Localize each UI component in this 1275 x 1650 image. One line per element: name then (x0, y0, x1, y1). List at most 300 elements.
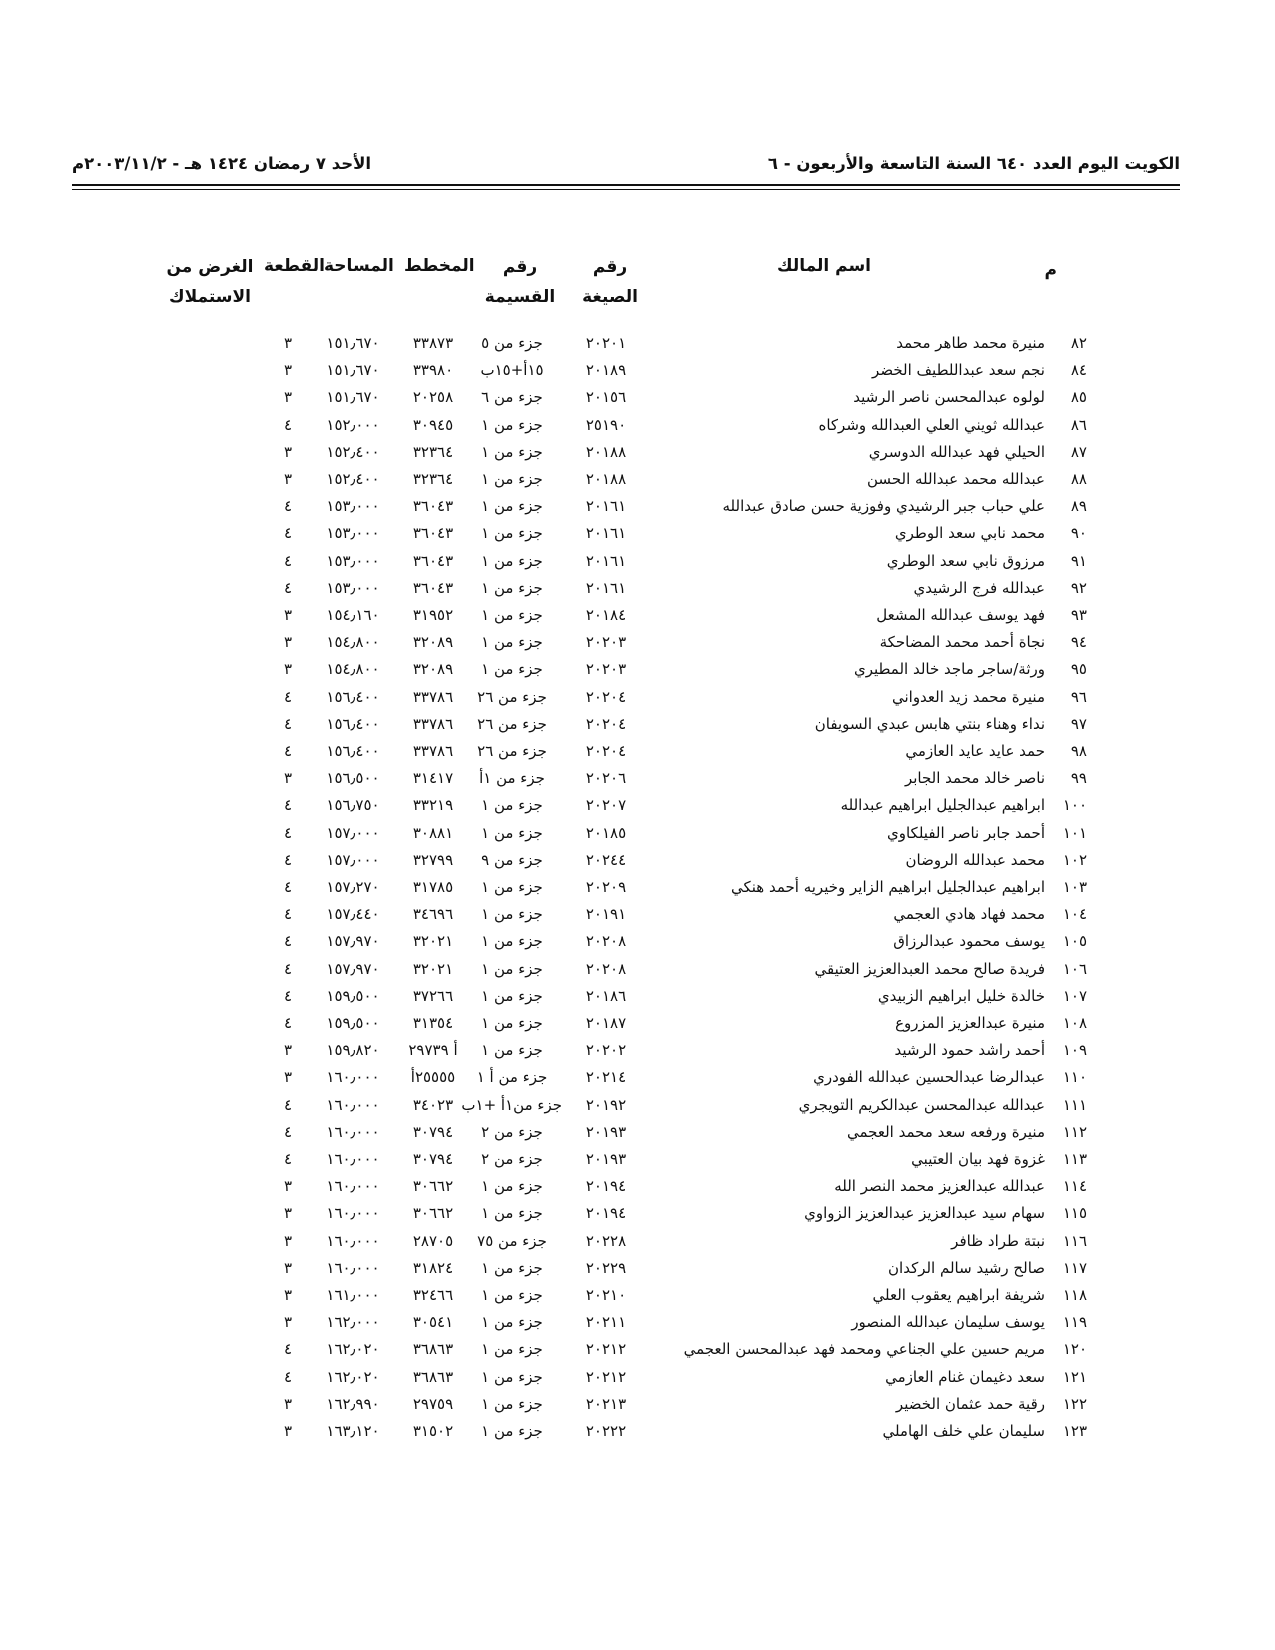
table-row (0, 1200, 1275, 1227)
area-value: ١٥٣٫٠٠٠ (326, 578, 380, 597)
plot-number: جزء من ٢٦ (477, 687, 547, 706)
block-number: ٤ (283, 524, 293, 543)
block-number: ٤ (283, 714, 293, 733)
area-value: ١٥٤٫١٦٠ (326, 606, 380, 624)
area-value: ١٦٢٫٠٢٠ (326, 1340, 380, 1359)
row-number: ١١٠ (1062, 1068, 1087, 1087)
owner-name: مريم حسين علي الجناعي ومحمد فهد عبدالمحسن العجمي (683, 1340, 1045, 1359)
area-value: ١٦١٫٠٠٠ (326, 1286, 380, 1304)
plan-number: ٢٥٥٥٥أ (410, 1068, 456, 1087)
table-row (0, 928, 1275, 955)
table-row (0, 1173, 1275, 1200)
plot-number: جزء من ٦ (481, 388, 543, 407)
row-number: ٩١ (1070, 551, 1087, 570)
area-value: ١٦٠٫٠٠٠ (326, 1177, 380, 1196)
row-number: ١٠٦ (1062, 959, 1087, 978)
plot-number: جزء من ١ (481, 1422, 543, 1440)
issue-date: الأحد ٧ رمضان ١٤٢٤ هـ - ٢٠٠٣/١١/٢م (72, 154, 372, 173)
table-row (0, 1146, 1275, 1173)
owner-name: لولوه عبدالمحسن ناصر الرشيد (853, 388, 1045, 407)
area-value: ١٦٠٫٠٠٠ (326, 1068, 380, 1087)
plan-number: ٣١٣٥٤ (412, 1014, 454, 1032)
block-number: ٤ (283, 1095, 293, 1114)
area-value: ١٦٠٫٠٠٠ (326, 1150, 380, 1168)
deed-number: ٢٠٢١٢ (585, 1340, 627, 1359)
owner-name: محمد فهاد هادي العجمي (893, 905, 1045, 924)
plan-number: ٣٠٧٩٤ (412, 1150, 454, 1168)
area-value: ١٥٧٫٤٤٠ (326, 905, 380, 924)
col-header-plot-number (484, 252, 556, 312)
row-number: ١٢٢ (1062, 1394, 1087, 1413)
area-value: ١٦٠٫٠٠٠ (326, 1122, 380, 1141)
block-number: ٣ (283, 361, 293, 380)
block-number: ٣ (283, 1231, 293, 1250)
table-row (0, 357, 1275, 384)
row-number: ٨٩ (1070, 497, 1087, 516)
plot-number: جزء من ١ (481, 878, 543, 896)
plan-number: ٣٤٦٩٦ (412, 905, 454, 924)
deed-number: ٢٠١٦١ (585, 551, 627, 570)
table-row (0, 1092, 1275, 1119)
plan-number: ٣٢٣٦٤ (412, 470, 454, 488)
plan-number: ٣٠٨٨١ (412, 823, 454, 842)
table-row (0, 1255, 1275, 1282)
plot-number: جزء من ١ (481, 796, 543, 815)
plan-number: ٢٨٧٠٥ (412, 1231, 454, 1250)
area-value: ١٥٧٫٩٧٠ (326, 932, 380, 951)
plot-number: جزء من ١ (481, 1041, 543, 1060)
block-number: ٣ (283, 1068, 293, 1087)
block-number: ٤ (283, 905, 293, 924)
plan-number: ٣٠٩٤٥ (412, 415, 454, 434)
deed-number: ٢٠٢١١ (585, 1313, 627, 1332)
owner-name: عبدالله فرج الرشيدي (913, 578, 1045, 597)
deed-number: ٢٠٢٠١ (585, 334, 627, 352)
plan-number: ٣٢٧٩٩ (412, 850, 454, 869)
area-value: ١٦٢٫٩٩٠ (326, 1394, 380, 1413)
deed-number: ٢٠٢٠٣ (585, 633, 627, 652)
col-header-purpose (160, 252, 260, 312)
block-number: ٣ (283, 1041, 293, 1060)
area-value: ١٥٧٫٢٧٠ (326, 878, 380, 896)
deed-number: ٢٠١٨٤ (585, 606, 627, 624)
plot-number: جزء من ١ (481, 524, 543, 543)
plan-number: ٣٤٠٢٣ (412, 1095, 454, 1114)
block-number: ٣ (283, 1422, 293, 1440)
owner-name: الحيلي فهد عبدالله الدوسري (868, 442, 1045, 461)
block-number: ٤ (283, 497, 293, 516)
table-row (0, 1119, 1275, 1146)
row-number: ٨٢ (1070, 334, 1087, 352)
area-value: ١٥٢٫٤٠٠ (326, 442, 380, 461)
plot-number: جزء من أ ١ (476, 1068, 548, 1087)
plot-number: جزء من ١ (481, 415, 543, 434)
block-number: ٣ (283, 633, 293, 652)
owner-name: منيرة محمد زيد العدواني (891, 687, 1045, 706)
area-value: ١٥٦٫٥٠٠ (326, 769, 380, 788)
table-row (0, 412, 1275, 439)
table-row (0, 493, 1275, 520)
deed-number: ٢٠١٩٢ (585, 1095, 627, 1114)
col-header-deed-line2: الصيغة (582, 287, 638, 307)
owner-name: نجاة أحمد محمد المضاحكة (879, 633, 1045, 652)
plot-number: جزء من ٢ (481, 1150, 543, 1168)
block-number: ٤ (283, 742, 293, 760)
deed-number: ٢٠١٥٦ (585, 388, 627, 407)
deed-number: ٢٠٢٠٣ (585, 660, 627, 679)
plot-number: جزء من ١ (481, 442, 543, 461)
area-value: ١٥٩٫٥٠٠ (326, 1014, 380, 1032)
area-value: ١٥١٫٦٧٠ (326, 361, 380, 380)
block-number: ٤ (283, 823, 293, 842)
block-number: ٣ (283, 1313, 293, 1332)
row-number: ١٢٣ (1062, 1422, 1087, 1440)
col-header-deed-number (578, 252, 642, 312)
deed-number: ٢٠١٨٧ (585, 1014, 627, 1032)
area-value: ١٦٢٫٠٠٠ (326, 1313, 380, 1332)
plot-number: جزء من ٢٦ (477, 714, 547, 733)
table-row (0, 1309, 1275, 1336)
area-value: ١٦٢٫٠٢٠ (326, 1367, 380, 1386)
row-number: ٩٧ (1070, 714, 1087, 733)
row-number: ١١١ (1062, 1095, 1087, 1114)
area-value: ١٥٢٫٠٠٠ (326, 415, 380, 434)
table-row (0, 1010, 1275, 1037)
plot-number: جزء من ١ (481, 1340, 543, 1359)
table-row (0, 1228, 1275, 1255)
plan-number: ٣٢٠٢١ (412, 959, 454, 978)
plot-number: جزء من ١ (481, 633, 543, 652)
issue-info: الكويت اليوم العدد ٦٤٠ السنة التاسعة والأربعون - ٦ (767, 154, 1180, 173)
deed-number: ٢٠٢٠٤ (585, 742, 627, 760)
area-value: ١٥٣٫٠٠٠ (326, 551, 380, 570)
deed-number: ٢٠١٨٩ (585, 361, 627, 380)
plan-number: ٣٦٠٤٣ (412, 524, 454, 543)
deed-number: ٢٠١٩١ (585, 905, 627, 924)
row-number: ٩٦ (1070, 687, 1087, 706)
deed-number: ٢٠٢٠٩ (585, 878, 627, 896)
row-number: ٩٤ (1070, 633, 1087, 652)
deed-number: ٢٠١٨٦ (585, 986, 627, 1005)
owner-name: عبدالله عبدالمحسن عبدالكريم التويجري (798, 1095, 1045, 1114)
row-number: ٩٩ (1070, 769, 1087, 788)
owner-name: ناصر خالد محمد الجابر (904, 769, 1045, 788)
block-number: ٣ (283, 470, 293, 488)
plot-number: جزء من ١ (481, 551, 543, 570)
plan-number: أ ٢٩٧٣٩ (408, 1041, 458, 1060)
table-row (0, 656, 1275, 683)
owner-name: غزوة فهد بيان العتيبي (911, 1150, 1045, 1168)
row-number: ٩٢ (1070, 578, 1087, 597)
owner-name: صالح رشيد سالم الركدان (888, 1258, 1045, 1277)
plot-number: جزء من ١ (481, 959, 543, 978)
row-number: ١٢١ (1062, 1367, 1087, 1386)
block-number: ٣ (283, 1258, 293, 1277)
plan-number: ٣٦٨٦٣ (412, 1367, 454, 1386)
plan-number: ٣٣٧٨٦ (412, 714, 454, 733)
owner-name: يوسف سليمان عبدالله المنصور (851, 1313, 1045, 1332)
row-number: ١١٤ (1062, 1177, 1087, 1196)
owner-name: ورثة/ساجر ماجد خالد المطيري (853, 660, 1045, 679)
area-value: ١٥٣٫٠٠٠ (326, 497, 380, 516)
page-header (72, 148, 1180, 184)
area-value: ١٥٢٫٤٠٠ (326, 470, 380, 488)
area-value: ١٥٧٫٠٠٠ (326, 823, 380, 842)
area-value: ١٥٧٫٩٧٠ (326, 959, 380, 978)
block-number: ٤ (283, 1340, 293, 1359)
area-value: ١٥٤٫٨٠٠ (326, 660, 380, 679)
row-number: ١٠٠ (1062, 796, 1087, 815)
table-row (0, 1391, 1275, 1418)
row-number: ٨٤ (1070, 361, 1087, 380)
table-row (0, 765, 1275, 792)
block-number: ٤ (283, 687, 293, 706)
owner-name: محمد نابي سعد الوطري (894, 524, 1045, 543)
table-row (0, 466, 1275, 493)
deed-number: ٢٠٢٢٢ (585, 1422, 627, 1440)
table-row (0, 439, 1275, 466)
row-number: ٨٥ (1070, 388, 1087, 407)
table-row (0, 384, 1275, 411)
table-row (0, 602, 1275, 629)
owner-name: عبدالله محمد عبدالله الحسن (867, 470, 1045, 488)
owner-name: ابراهيم عبدالجليل ابراهيم الزاير وخيريه أحمد هنكي (730, 878, 1045, 896)
row-number: ٩٣ (1070, 606, 1087, 624)
owner-name: علي حباب جبر الرشيدي وفوزية حسن صادق عبدالله (722, 497, 1045, 516)
block-number: ٤ (283, 578, 293, 597)
row-number: ١٠١ (1062, 823, 1087, 842)
table-row (0, 684, 1275, 711)
deed-number: ٢٠١٩٤ (585, 1177, 627, 1196)
deed-number: ٢٠٢٠٨ (585, 959, 627, 978)
plan-number: ٢٠٢٥٨ (412, 388, 454, 407)
deed-number: ٢٠١٨٥ (585, 823, 627, 842)
block-number: ٤ (283, 959, 293, 978)
row-number: ١١٣ (1062, 1150, 1087, 1168)
plot-number: جزء من ٧٥ (477, 1231, 547, 1250)
plan-number: ٣٣٩٨٠ (412, 361, 454, 380)
table-row (0, 1336, 1275, 1363)
owner-name: حمد عايد عايد العازمي (905, 742, 1045, 760)
col-header-plot-line1: رقم (502, 257, 538, 277)
block-number: ٣ (283, 606, 293, 624)
deed-number: ٢٠١٦١ (585, 578, 627, 597)
plot-number: جزء من ١ (481, 1394, 543, 1413)
plot-number: جزء من ١ (481, 606, 543, 624)
owner-name: فريدة صالح محمد العبدالعزيز العتيقي (814, 959, 1045, 978)
plan-number: ٣٣٨٧٣ (412, 334, 454, 352)
owner-name: سهام سيد عبدالعزيز عبدالعزيز الزواوي (804, 1204, 1045, 1223)
plot-number: جزء من ١ (481, 905, 543, 924)
table-row (0, 520, 1275, 547)
area-value: ١٦٠٫٠٠٠ (326, 1204, 380, 1223)
table-row (0, 901, 1275, 928)
area-value: ١٥٦٫٤٠٠ (326, 742, 380, 760)
owner-name: أحمد جابر ناصر الفيلكاوي (887, 823, 1045, 842)
row-number: ١٠٣ (1062, 878, 1087, 896)
owner-name: محمد عبدالله الروضان (905, 850, 1045, 869)
plan-number: ٣١٤١٧ (412, 769, 454, 788)
owner-name: عبدالله ثويني العلي العبدالله وشركاه (818, 415, 1045, 434)
block-number: ٤ (283, 551, 293, 570)
plan-number: ٣٠٦٦٢ (412, 1204, 454, 1223)
block-number: ٣ (283, 442, 293, 461)
plot-number: جزء من ١ (481, 1286, 543, 1304)
block-number: ٣ (283, 388, 293, 407)
block-number: ٤ (283, 932, 293, 951)
owner-name: فهد يوسف عبدالله المشعل (876, 606, 1045, 624)
row-number: ٩٨ (1070, 742, 1087, 760)
col-header-purpose-line1: الغرض من (166, 257, 254, 277)
deed-number: ٢٠٢١٤ (585, 1068, 627, 1087)
plot-number: جزء من ١ (481, 1258, 543, 1277)
col-header-plot-line2: القسيمة (484, 287, 556, 307)
plot-number: جزء من ١ (481, 660, 543, 679)
owner-name: أحمد راشد حمود الرشيد (894, 1041, 1045, 1060)
plot-number: ١٥أ+١٥ب (480, 361, 544, 380)
row-number: ١٢٠ (1062, 1340, 1087, 1359)
deed-number: ٢٠٢١٢ (585, 1367, 627, 1386)
deed-number: ٢٠١٨٨ (585, 442, 627, 461)
deed-number: ٢٠٢١٠ (585, 1286, 627, 1304)
owner-name: رقية حمد عثمان الخضير (895, 1394, 1045, 1413)
owner-name: نجم سعد عبداللطيف الخضر (872, 361, 1045, 380)
header-rule (72, 184, 1180, 186)
plan-number: ٣٦٠٤٣ (412, 551, 454, 570)
block-number: ٣ (283, 334, 293, 352)
plot-number: جزء من ١ (481, 1014, 543, 1032)
deed-number: ٢٠٢٠٤ (585, 687, 627, 706)
area-value: ١٦٠٫٠٠٠ (326, 1231, 380, 1250)
plot-number: جزء من ٢٦ (477, 742, 547, 760)
col-header-block: القطعة (264, 256, 325, 276)
plot-number: جزء من ١ (481, 578, 543, 597)
table-row (0, 1282, 1275, 1309)
plot-number: جزء من ١أ (479, 769, 545, 788)
col-header-deed-line1: رقم (592, 257, 628, 277)
owner-name: منيرة ورفعه سعد محمد العجمي (846, 1122, 1045, 1141)
row-number: ١٠٤ (1062, 905, 1087, 924)
deed-number: ٢٠١٩٣ (585, 1150, 627, 1168)
deed-number: ٢٠١٦١ (585, 497, 627, 516)
deed-number: ٢٠٢٠٢ (585, 1041, 627, 1060)
plot-number: جزء من ١ (481, 1204, 543, 1223)
plot-number: جزء من ١ (481, 470, 543, 488)
owner-name: نبتة طراد ظافر (951, 1231, 1045, 1250)
block-number: ٤ (283, 878, 293, 896)
row-number: ١١٥ (1062, 1204, 1087, 1223)
block-number: ٤ (283, 796, 293, 815)
block-number: ٤ (283, 1367, 293, 1386)
col-header-area: المساحة (324, 256, 394, 276)
row-number: ١١٦ (1062, 1231, 1087, 1250)
area-value: ١٦٣٫١٢٠ (326, 1422, 380, 1440)
plan-number: ٣١٥٠٢ (412, 1422, 454, 1440)
col-header-plan: المخطط (404, 256, 475, 276)
owner-name: مرزوق نابي سعد الوطري (886, 551, 1045, 570)
owner-name: سعد دغيمان غنام العازمي (885, 1367, 1045, 1386)
deed-number: ٢٠٢١٣ (585, 1394, 627, 1413)
plan-number: ٣٣٧٨٦ (412, 742, 454, 760)
area-value: ١٥٩٫٨٢٠ (326, 1041, 380, 1060)
plan-number: ٣٣٧٨٦ (412, 687, 454, 706)
col-header-num: م (1044, 260, 1057, 280)
table-row (0, 874, 1275, 901)
owner-name: منيرة عبدالعزيز المزروع (895, 1014, 1045, 1032)
block-number: ٣ (283, 1204, 293, 1223)
plan-number: ٣٠٦٦٢ (412, 1177, 454, 1196)
row-number: ١٠٧ (1062, 986, 1087, 1005)
deed-number: ٢٠٢٠٤ (585, 714, 627, 733)
plan-number: ٣٠٥٤١ (412, 1313, 454, 1332)
row-number: ١٠٢ (1062, 850, 1087, 869)
table-row (0, 548, 1275, 575)
deed-number: ٢٠٢٠٨ (585, 932, 627, 951)
owner-name: يوسف محمود عبدالرزاق (893, 932, 1045, 951)
owner-name: منيرة محمد طاهر محمد (896, 334, 1045, 352)
plot-number: جزء من١أ +١ب (461, 1095, 562, 1114)
owner-name: نداء وهناء بنتي هابس عبدي السويفان (814, 714, 1045, 733)
owner-name: عبدالرضا عبدالحسين عبدالله الفودري (813, 1068, 1045, 1087)
deed-number: ٢٠١٨٨ (585, 470, 627, 488)
row-number: ٩٠ (1070, 524, 1087, 543)
plan-number: ٣١٩٥٢ (412, 606, 454, 624)
table-row (0, 1064, 1275, 1091)
table-row (0, 629, 1275, 656)
block-number: ٤ (283, 1122, 293, 1141)
plot-number: جزء من ٩ (481, 850, 543, 869)
plan-number: ٣٦٠٤٣ (412, 497, 454, 516)
block-number: ٣ (283, 769, 293, 788)
col-header-owner-name: اسم المالك (777, 256, 871, 276)
table-row (0, 820, 1275, 847)
deed-number: ٢٠١٩٣ (585, 1122, 627, 1141)
plot-number: جزء من ١ (481, 497, 543, 516)
block-number: ٣ (283, 1177, 293, 1196)
table-row (0, 738, 1275, 765)
owner-name: شريفة ابراهيم يعقوب العلي (872, 1286, 1045, 1304)
owner-name: عبدالله عبدالعزيز محمد النصر الله (834, 1177, 1045, 1196)
deed-number: ٢٠١٩٤ (585, 1204, 627, 1223)
block-number: ٤ (283, 850, 293, 869)
area-value: ١٥٦٫٧٥٠ (326, 796, 380, 815)
plot-number: جزء من ١ (481, 986, 543, 1005)
table-row (0, 1364, 1275, 1391)
plan-number: ٣٢٣٦٤ (412, 442, 454, 461)
plot-number: جزء من ٢ (481, 1122, 543, 1141)
owner-name: خالدة خليل ابراهيم الزبيدي (877, 986, 1045, 1005)
deed-number: ٢٠١٦١ (585, 524, 627, 543)
plan-number: ٣٦٠٤٣ (412, 578, 454, 597)
area-value: ١٥٩٫٥٠٠ (326, 986, 380, 1005)
table-row (0, 847, 1275, 874)
row-number: ١١٩ (1062, 1313, 1087, 1332)
row-number: ١١٨ (1062, 1286, 1087, 1304)
owner-name: ابراهيم عبدالجليل ابراهيم عبدالله (840, 796, 1045, 815)
area-value: ١٥١٫٦٧٠ (326, 388, 380, 407)
deed-number: ٢٠٢٠٦ (585, 769, 627, 788)
plan-number: ٣٦٨٦٣ (412, 1340, 454, 1359)
plan-number: ٣١٨٢٤ (412, 1258, 454, 1277)
header-rule-thin (72, 189, 1180, 190)
table-row (0, 983, 1275, 1010)
deed-number: ٢٠٢٠٧ (585, 796, 627, 815)
area-value: ١٥٣٫٠٠٠ (326, 524, 380, 543)
plot-number: جزء من ١ (481, 823, 543, 842)
block-number: ٣ (283, 660, 293, 679)
area-value: ١٥٤٫٨٠٠ (326, 633, 380, 652)
plan-number: ٣٠٧٩٤ (412, 1122, 454, 1141)
